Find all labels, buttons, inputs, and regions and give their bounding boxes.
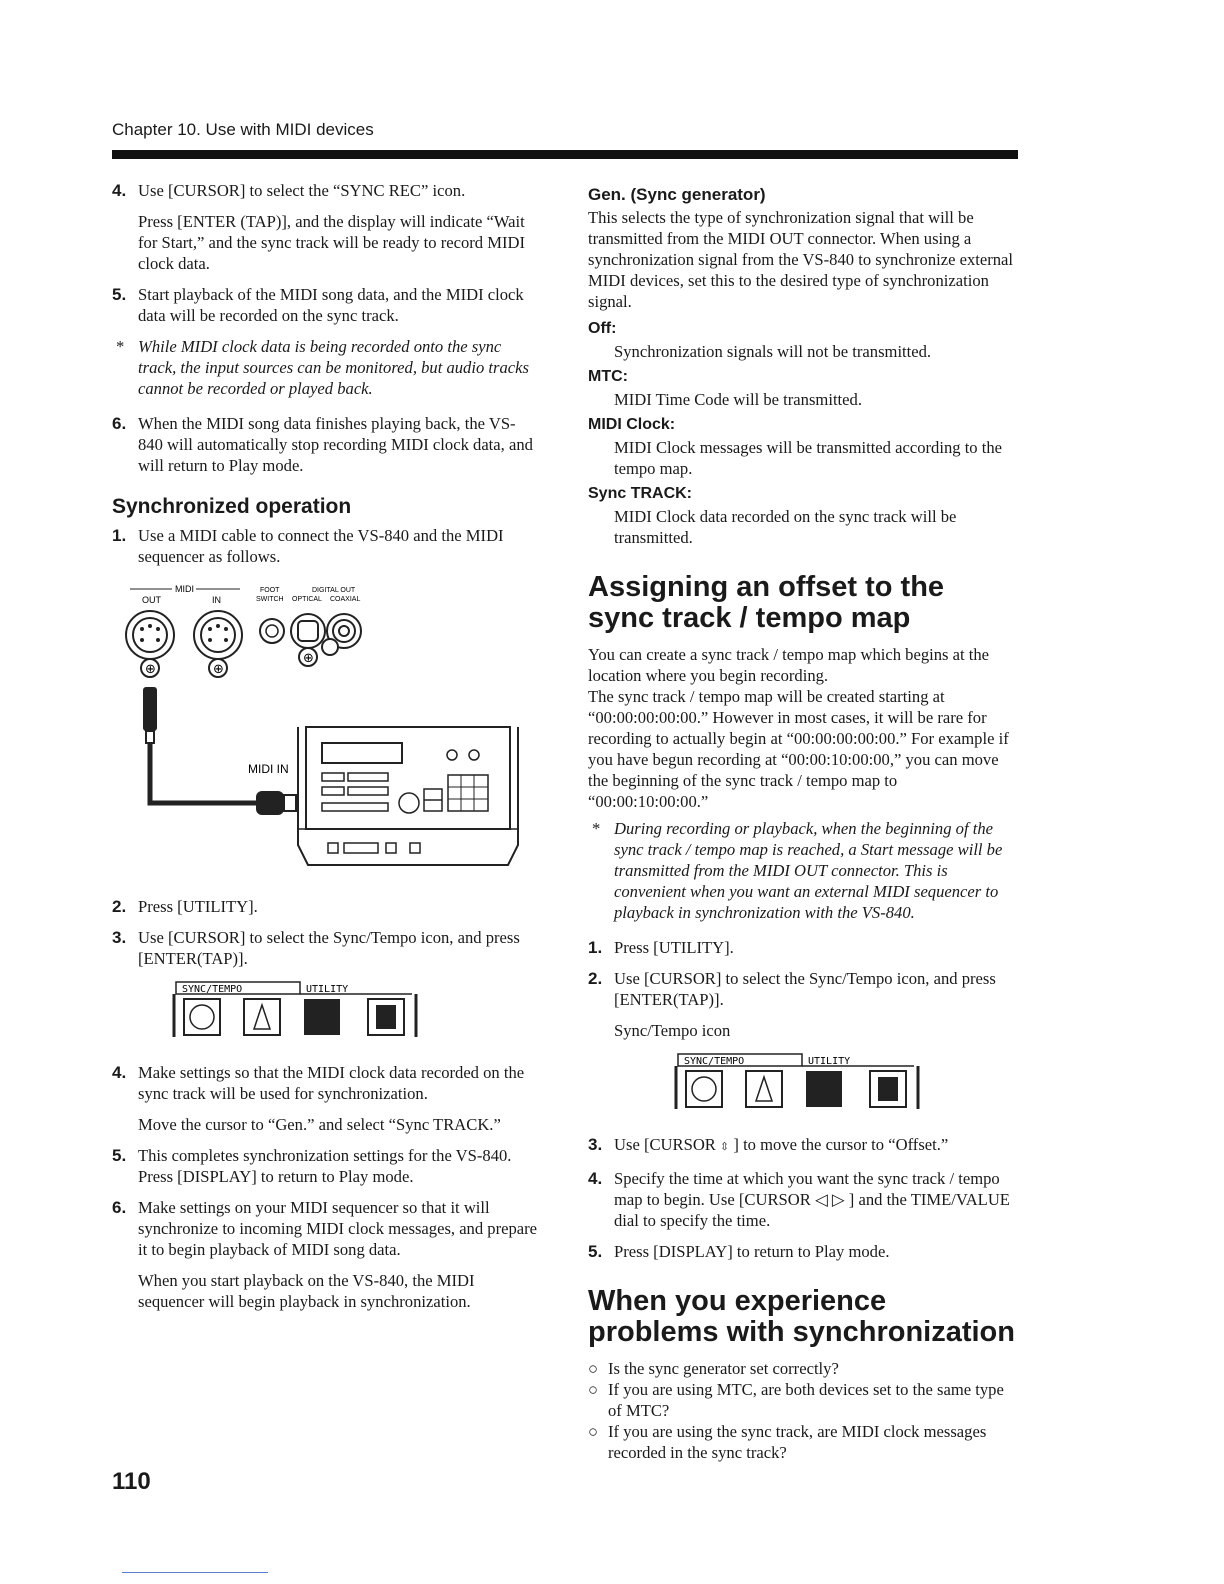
step-text: Start playback of the MIDI song data, and the MIDI clock data will be recorded on the sync track. <box>138 285 524 325</box>
step-number: 6. <box>112 414 127 433</box>
mtc-description: MIDI Time Code will be transmitted. <box>614 390 862 409</box>
tab-sync-tempo: SYNC/TEMPO <box>182 984 243 995</box>
step-4-sync-rec <box>112 180 540 274</box>
right-column <box>588 180 1018 1463</box>
midi-cable <box>143 687 296 815</box>
gen-description: This selects the type of synchronization signal that will be transmitted from the MIDI OUT connector. When using a synchronization signal from the VS-840 to synchronize external MIDI devices, set this to the desired type of synchronization signal. <box>588 208 1014 311</box>
left-column <box>112 180 540 1322</box>
step-6-finish <box>112 413 540 476</box>
step-text: This completes synchronization settings for the VS-840. Press [DISPLAY] to return to Play mode. <box>138 1146 512 1186</box>
step-number: 3. <box>588 1135 603 1154</box>
circle-bullet-icon: ○ <box>588 1422 599 1441</box>
step-number: 3. <box>112 928 127 947</box>
checklist-item <box>588 1379 1018 1421</box>
midi-port-icon <box>686 1071 722 1107</box>
svg-text:⊕: ⊕ <box>303 651 314 666</box>
sync-step-3 <box>112 927 540 969</box>
circle-bullet-icon: ○ <box>588 1359 599 1378</box>
utility-icon-strip-svg <box>674 1053 924 1111</box>
midi-in-jack <box>194 611 242 677</box>
optical-jack <box>291 614 325 666</box>
step-subtext: Move the cursor to “Gen.” and select “Sync TRACK.” <box>138 1115 501 1134</box>
page-number: 110 <box>112 1468 151 1495</box>
section-heading-offset: Assigning an offset to the sync track / tempo map <box>588 571 945 634</box>
step-text: Press [DISPLAY] to return to Play mode. <box>614 1242 890 1261</box>
note-start-message <box>588 818 1018 923</box>
mtc-label: MTC: <box>588 368 628 385</box>
step-text-end: ] to move the cursor to “Offset.” <box>729 1135 949 1154</box>
step-number: 5. <box>112 1146 127 1165</box>
offset-step-5 <box>588 1241 1018 1262</box>
sync-step-6 <box>112 1197 540 1312</box>
disk-hand-icon <box>368 999 404 1035</box>
tab-utility: UTILITY <box>306 984 349 995</box>
step-text: Press [UTILITY]. <box>138 897 258 916</box>
coaxial-jack <box>322 614 361 655</box>
gen-title: Gen. (Sync generator) <box>588 185 766 204</box>
step-text: Use [CURSOR <box>614 1135 721 1154</box>
offset-paragraph-2: The sync track / tempo map will be created starting at “00:00:00:00:00.” However in most cases, it will be rare for recording to actually begin at “00:00:00:00:00.” For example if you have begun recording at “00:00:10:00:00,” you can move the beginning of the sync track / tempo map to “00:00:10:00:00.” <box>588 687 1009 811</box>
midi-clock-label: MIDI Clock: <box>588 416 676 433</box>
checklist-item <box>588 1421 1018 1463</box>
header-rule <box>112 150 1018 159</box>
diagram-label-in: IN <box>212 595 221 605</box>
midi-sequencer-device <box>298 727 518 865</box>
selected-sync-icon <box>304 999 340 1035</box>
section-heading-problems: When you experience problems with synchronization <box>588 1285 1015 1348</box>
step-text-end: ] and the TIME/VALUE dial to specify the time. <box>614 1190 1010 1230</box>
checklist-item <box>588 1358 1018 1379</box>
step-number: 4. <box>588 1169 603 1188</box>
utility-icon-strip-svg <box>172 981 422 1039</box>
note-star: * <box>592 819 601 838</box>
diagram-label-foot: FOOT <box>260 587 280 594</box>
cursor-left-right-icon: ◁ ▷ <box>814 1190 845 1209</box>
step-text: Make settings so that the MIDI clock data recorded on the sync track will be used for synchronization. <box>138 1063 525 1103</box>
circle-bullet-icon: ○ <box>588 1380 599 1399</box>
step-text: Press [UTILITY]. <box>614 938 734 957</box>
checklist-text: If you are using the sync track, are MIDI clock messages recorded in the sync track? <box>608 1422 987 1462</box>
step-5-start-playback <box>112 284 540 326</box>
midi-port-icon <box>184 999 220 1035</box>
step-subtext: Press [ENTER (TAP)], and the display will indicate “Wait for Start,” and the sync track will be ready to record MIDI clock data. <box>138 212 526 273</box>
off-description: Synchronization signals will not be transmitted. <box>614 342 932 361</box>
metronome-icon <box>746 1071 782 1107</box>
sync-step-2 <box>112 896 540 917</box>
off-label: Off: <box>588 320 617 337</box>
svg-text:⊕: ⊕ <box>213 662 224 677</box>
step-number: 5. <box>112 285 127 304</box>
step-number: 4. <box>112 181 127 200</box>
sync-tempo-icon-strip-2 <box>674 1053 1018 1116</box>
chapter-header: Chapter 10. Use with MIDI devices <box>112 120 374 139</box>
diagram-label-midi-in: MIDI IN <box>248 762 289 776</box>
disk-hand-icon <box>870 1071 906 1107</box>
diagram-label-optical: OPTICAL <box>292 596 322 603</box>
step-number: 1. <box>112 526 127 545</box>
step-text: Make settings on your MIDI sequencer so that it will synchronize to incoming MIDI clock messages, and prepare it to begin playback of MIDI song data. <box>138 1198 538 1259</box>
note-star: * <box>116 337 125 356</box>
step-text: Use [CURSOR] to select the Sync/Tempo icon, and press [ENTER(TAP)]. <box>138 928 520 968</box>
diagram-label-switch: SWITCH <box>256 596 284 603</box>
offset-step-3 <box>588 1134 1018 1158</box>
step-number: 5. <box>588 1242 603 1261</box>
step-number: 4. <box>112 1063 127 1082</box>
diagram-label-midi: MIDI <box>175 584 194 594</box>
note-text: During recording or playback, when the beginning of the sync track / tempo map is reached, a Start message will be transmitted from the MIDI OUT connector. This is convenient when you want an external MIDI sequencer to playback in synchronization with the VS-840. <box>614 819 1003 922</box>
step-text: Use a MIDI cable to connect the VS-840 and the MIDI sequencer as follows. <box>138 526 504 566</box>
diagram-label-out: OUT <box>142 595 161 605</box>
step-text: Use [CURSOR] to select the Sync/Tempo icon, and press [ENTER(TAP)]. <box>614 969 996 1009</box>
svg-text:⊕: ⊕ <box>145 662 156 677</box>
step-text: When the MIDI song data finishes playing back, the VS-840 will automatically stop recording MIDI clock data, and will return to Play mode. <box>138 414 533 475</box>
connection-diagram-svg <box>112 577 532 877</box>
sync-track-label: Sync TRACK: <box>588 485 693 502</box>
sync-track-description: MIDI Clock data recorded on the sync track will be transmitted. <box>614 507 957 547</box>
step-number: 2. <box>112 897 127 916</box>
selected-sync-icon <box>806 1071 842 1107</box>
midi-out-jack <box>126 611 174 677</box>
step-number: 6. <box>112 1198 127 1217</box>
note-recording <box>112 336 540 399</box>
metronome-icon <box>244 999 280 1035</box>
step-text: Specify the time at which you want the sync track / tempo map to begin. Use [CURSOR <box>614 1169 1000 1209</box>
cursor-up-down-icon: ⇳ <box>720 1141 730 1153</box>
diagram-label-digital-out: DIGITAL OUT <box>312 587 356 594</box>
offset-step-4 <box>588 1168 1018 1231</box>
bottom-link-line <box>122 1572 268 1573</box>
sync-step-1 <box>112 525 540 567</box>
sync-step-4 <box>112 1062 540 1135</box>
step-text: Use [CURSOR] to select the “SYNC REC” icon. <box>138 181 466 200</box>
midi-connection-diagram <box>112 577 540 882</box>
tab-sync-tempo: SYNC/TEMPO <box>684 1056 745 1067</box>
tab-utility: UTILITY <box>808 1056 851 1067</box>
sync-tempo-icon-strip <box>172 981 540 1044</box>
section-heading-synchronized: Synchronized operation <box>112 495 352 518</box>
midi-clock-description: MIDI Clock messages will be transmitted according to the tempo map. <box>614 438 1003 478</box>
offset-step-1 <box>588 937 1018 958</box>
sync-step-5 <box>112 1145 540 1187</box>
checklist-text: Is the sync generator set correctly? <box>608 1359 839 1378</box>
step-number: 1. <box>588 938 603 957</box>
note-text: While MIDI clock data is being recorded onto the sync track, the input sources can be monitored, but audio tracks cannot be recorded or played back. <box>138 337 529 398</box>
step-number: 2. <box>588 969 603 988</box>
step-subtext: Sync/Tempo icon <box>614 1021 731 1040</box>
offset-step-2 <box>588 968 1018 1041</box>
diagram-label-coaxial: COAXIAL <box>330 596 361 603</box>
step-subtext: When you start playback on the VS-840, the MIDI sequencer will begin playback in synchronization. <box>138 1271 475 1311</box>
offset-paragraph-1: You can create a sync track / tempo map which begins at the location where you begin recording. <box>588 645 990 685</box>
checklist-text: If you are using MTC, are both devices set to the same type of MTC? <box>608 1380 1004 1420</box>
